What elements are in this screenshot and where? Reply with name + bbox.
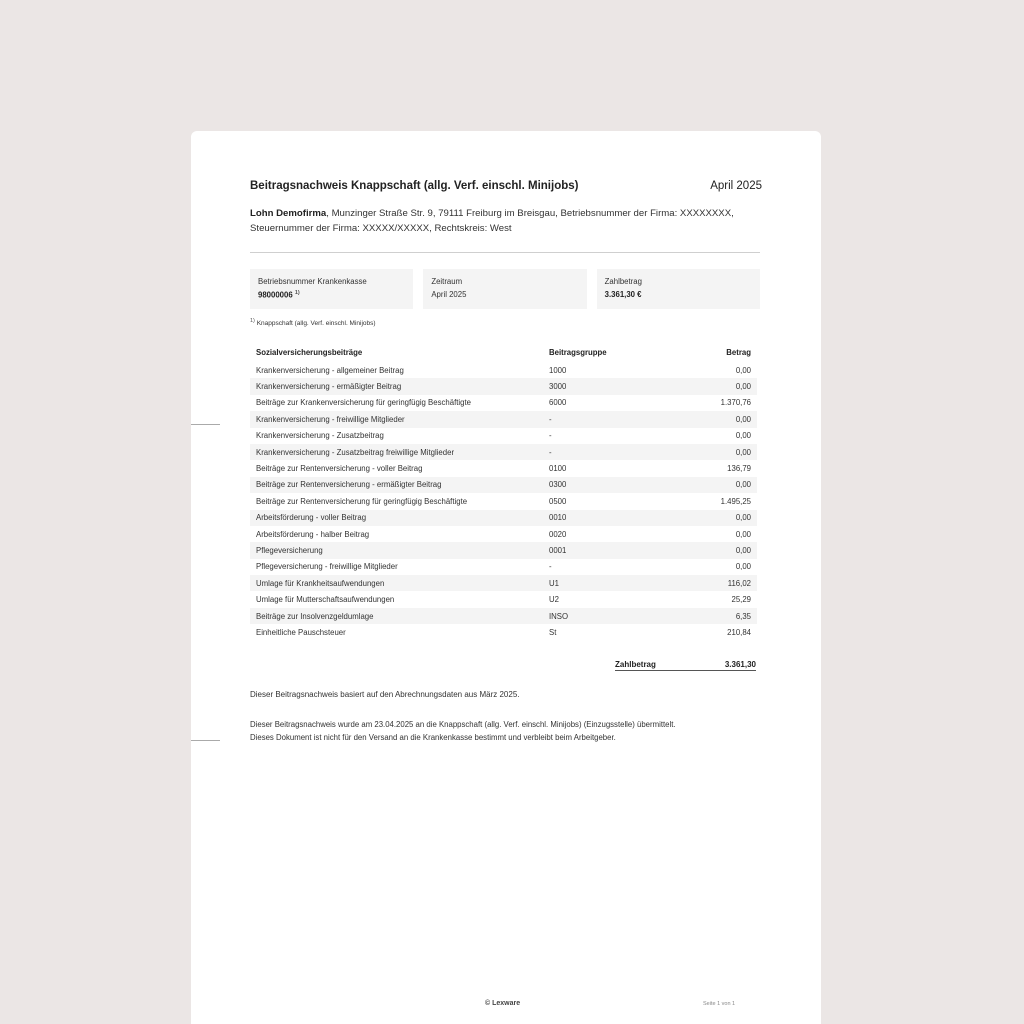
card-value: April 2025 <box>431 290 467 299</box>
note-transmitted: Dieser Beitragsnachweis wurde am 23.04.2025 an die Knappschaft (allg. Verf. einschl. Minijobs) (Einzugsstelle) übermittelt. <box>250 720 676 729</box>
table-row <box>250 575 757 591</box>
total-label: Zahlbetrag <box>615 660 656 669</box>
note-basis: Dieser Beitragsnachweis basiert auf den Abrechnungsdaten aus März 2025. <box>250 690 520 699</box>
footer-page-number: Seite 1 von 1 <box>703 1001 736 1007</box>
row-name: Krankenversicherung - Zusatzbeitrag <box>256 431 384 441</box>
title-row <box>250 180 762 192</box>
table-header-row <box>250 343 757 362</box>
summary-cards <box>250 269 760 309</box>
row-name: Krankenversicherung - freiwillige Mitglieder <box>250 411 543 427</box>
row-amount: 0,00 <box>735 562 751 572</box>
table-row <box>250 624 757 640</box>
card-zeitraum <box>423 269 586 309</box>
document-title: Beitragsnachweis Knappschaft (allg. Verf. einschl. Minijobs) <box>250 180 579 192</box>
row-group: 1000 <box>549 365 567 375</box>
row-group: St <box>549 627 557 637</box>
table-row <box>250 591 757 607</box>
total-row <box>615 660 756 671</box>
row-amount: 0,00 <box>675 510 757 526</box>
row-group: U2 <box>549 595 559 605</box>
address-line-1: , Munzinger Straße Str. 9, 79111 Freiburg im Breisgau, Betriebsnummer der Firma: XXXXXXXX, <box>326 208 734 219</box>
table-row <box>250 526 757 542</box>
row-amount: 0,00 <box>675 444 757 460</box>
table-body <box>250 362 757 641</box>
table-row <box>250 608 757 624</box>
card-betriebsnummer <box>250 269 413 309</box>
card-value: 3.361,30 € <box>604 290 642 299</box>
table-row <box>250 510 757 526</box>
table-row <box>250 411 757 427</box>
fold-mark <box>191 740 220 741</box>
row-name: Pflegeversicherung - freiwillige Mitglieder <box>256 562 398 572</box>
table-row <box>250 493 757 509</box>
table-row <box>250 477 757 493</box>
table-row <box>250 378 757 394</box>
row-group: 0010 <box>543 510 675 526</box>
row-group: INSO <box>543 608 675 624</box>
row-name: Arbeitsförderung - voller Beitrag <box>250 510 543 526</box>
row-name: Arbeitsförderung - halber Beitrag <box>256 529 370 539</box>
row-amount: 0,00 <box>675 411 757 427</box>
footer-copyright: © Lexware <box>485 1000 521 1007</box>
footnote-mark: 1) <box>250 318 255 324</box>
row-amount: 6,35 <box>675 608 757 624</box>
row-name: Beiträge zur Rentenversicherung - voller Beitrag <box>256 464 423 474</box>
row-name: Beiträge zur Rentenversicherung für geringfügig Beschäftigte <box>256 496 468 506</box>
row-name: Pflegeversicherung <box>250 542 543 558</box>
row-group: 0500 <box>549 496 567 506</box>
row-amount: 1.370,76 <box>720 398 751 408</box>
column-header-group: Beitragsgruppe <box>549 348 607 357</box>
row-name: Umlage für Mutterschaftsaufwendungen <box>256 595 395 605</box>
column-header-amount: Betrag <box>726 348 751 357</box>
row-name: Beiträge zur Rentenversicherung - ermäßigter Beitrag <box>250 477 543 493</box>
betriebsnummer-value: 98000006 <box>258 290 293 300</box>
total-value: 3.361,30 <box>724 660 756 669</box>
footnote <box>250 318 376 327</box>
footnote-mark: 1) <box>294 290 300 296</box>
row-amount: 1.495,25 <box>720 496 751 506</box>
row-name: Krankenversicherung - allgemeiner Beitrag <box>256 365 404 375</box>
table-row <box>250 395 757 411</box>
row-name: Beiträge zur Krankenversicherung für geringfügig Beschäftigte <box>256 398 471 408</box>
footnote-text: Knappschaft (allg. Verf. einschl. Minijobs) <box>256 320 376 328</box>
row-group: 0300 <box>543 477 675 493</box>
row-name: Umlage für Krankheitsaufwendungen <box>250 575 543 591</box>
row-group: - <box>549 562 552 572</box>
row-amount: 0,00 <box>675 542 757 558</box>
row-group: - <box>549 431 552 441</box>
row-amount: 25,29 <box>731 595 751 605</box>
company-name: Lohn Demofirma <box>250 208 327 219</box>
row-amount: 0,00 <box>675 378 757 394</box>
column-header-name: Sozialversicherungsbeiträge <box>256 348 363 357</box>
card-label: Zeitraum <box>431 277 463 286</box>
company-address <box>250 206 770 236</box>
row-amount: 210,84 <box>727 627 751 637</box>
row-amount: 0,00 <box>735 431 751 441</box>
note-retention: Dieses Dokument ist nicht für den Versand an die Krankenkasse bestimmt und verbleibt beim Arbeitgeber. <box>250 733 616 742</box>
row-amount: 116,02 <box>675 575 757 591</box>
contributions-table <box>250 343 757 641</box>
row-group: - <box>543 411 675 427</box>
table-row <box>250 460 757 476</box>
row-group: 6000 <box>549 398 567 408</box>
row-amount: 0,00 <box>735 529 751 539</box>
row-group: 0100 <box>549 464 567 474</box>
table-row <box>250 428 757 444</box>
card-label: Zahlbetrag <box>604 277 642 286</box>
card-label: Betriebsnummer Krankenkasse <box>258 277 367 286</box>
table-row <box>250 559 757 575</box>
card-value <box>258 290 405 300</box>
row-name: Krankenversicherung - Zusatzbeitrag freiwillige Mitglieder <box>250 444 543 460</box>
row-group: - <box>543 444 675 460</box>
header-divider <box>250 252 760 253</box>
row-amount: 0,00 <box>675 477 757 493</box>
table-row <box>250 444 757 460</box>
fold-mark <box>191 424 220 425</box>
row-amount: 0,00 <box>735 365 751 375</box>
table-row <box>250 362 757 378</box>
table-row <box>250 542 757 558</box>
row-group: 0020 <box>549 529 567 539</box>
address-line-2: Steuernummer der Firma: XXXXX/XXXXX, Rechtskreis: West <box>250 223 512 234</box>
document-period: April 2025 <box>710 180 762 192</box>
row-name: Krankenversicherung - ermäßigter Beitrag <box>250 378 543 394</box>
row-group: 3000 <box>543 378 675 394</box>
document-page <box>191 131 821 1024</box>
row-group: U1 <box>543 575 675 591</box>
note-transmission <box>250 718 676 744</box>
card-zahlbetrag <box>597 269 760 309</box>
row-name: Einheitliche Pauschsteuer <box>256 627 346 637</box>
row-amount: 136,79 <box>727 464 751 474</box>
row-group: 0001 <box>543 542 675 558</box>
row-name: Beiträge zur Insolvenzgeldumlage <box>250 608 543 624</box>
